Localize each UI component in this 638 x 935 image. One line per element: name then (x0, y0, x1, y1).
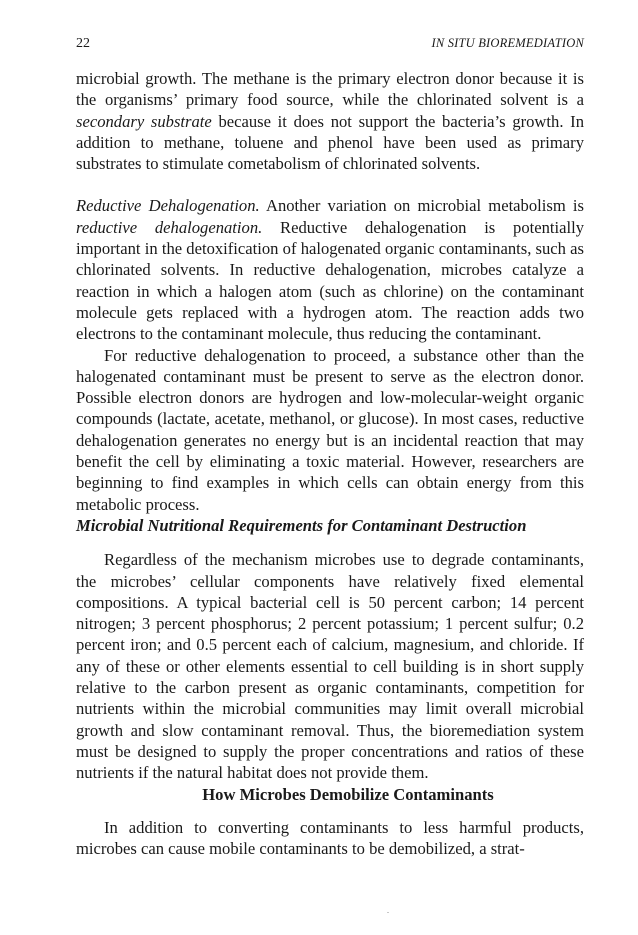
paragraph-text: Reductive dehalogenation is potentially important in the detoxification of halogenated organic contaminants, such as chlorinated solvents. In reductive dehalogenation, microbes catalyze a reaction in which a halogen atom (such as chlorine) on the contaminant molecule gets replaced with a hydrogen atom. The reaction adds two electrons to the contaminant molecule, thus reducing the contaminant. (76, 217, 584, 344)
paragraph-demobilize: In addition to converting contaminants to less harmful products, microbes can cause mobile contaminants to be demobilized, a strat- (76, 817, 584, 859)
scan-speck (387, 912, 389, 913)
paragraph-text: Another variation on microbial metabolism is (259, 196, 584, 216)
section-heading: How Microbes Demobilize Contaminants (202, 784, 494, 804)
paragraph-cometabolism (76, 68, 584, 174)
emphasis-term: reductive dehalogenation. (76, 217, 263, 237)
paragraph-text: microbial growth. The methane is the primary electron donor because it is the organisms’ primary food source, while the chlorinated solvent is a (76, 69, 584, 110)
running-title: IN SITU BIOREMEDIATION (431, 36, 584, 50)
page-number: 22 (76, 36, 90, 51)
run-in-heading: Reductive Dehalogenation. (76, 196, 260, 216)
paragraph-electron-donors: For reductive dehalogenation to proceed, a substance other than the halogenated contaminant must be present to serve as the electron donor. Possible electron donors are hydrogen and low-molecular-weight organic compounds (lactate, acetate, methanol, or glucose). In most cases, reductive dehalogenation generates no energy but is an incidental reaction that may benefit the cell by eliminating a toxic material. However, researchers are beginning to find examples in which cells can obtain energy from this metabolic process. (76, 345, 584, 514)
paragraph-nutritional-requirements: Regardless of the mechanism microbes use to degrade contaminants, the microbes’ cellular components have relatively fixed elemental compositions. A typical bacterial cell is 50 percent carbon; 14 percent nitrogen; 3 percent phosphorus; 2 percent potassium; 1 percent sulfur; 0.2 percent iron; and 0.5 percent each of calcium, magnesium, and chloride. If any of these or other elements essential to cell building is in short supply relative to the carbon present as organic contaminants, competition for nutrients within the microbial communities may limit overall microbial growth and slow contaminant removal. Thus, the bioremediation system must be designed to supply the proper concentrations and ratios of these nutrients if the natural habitat does not provide them. (76, 550, 584, 783)
paragraph-reductive-dehalogenation (76, 195, 584, 344)
book-page (76, 34, 584, 859)
paragraph-text: because it does not support the bacteria’s growth. In addition to methane, toluene and phenol have been used as primary substrates to stimulate cometabolism of chlorinated solvents. (76, 111, 584, 174)
subsection-heading: Microbial Nutritional Requirements for Contaminant Destruction (76, 515, 527, 535)
emphasis-term: secondary substrate (76, 111, 212, 131)
running-header (76, 34, 584, 52)
